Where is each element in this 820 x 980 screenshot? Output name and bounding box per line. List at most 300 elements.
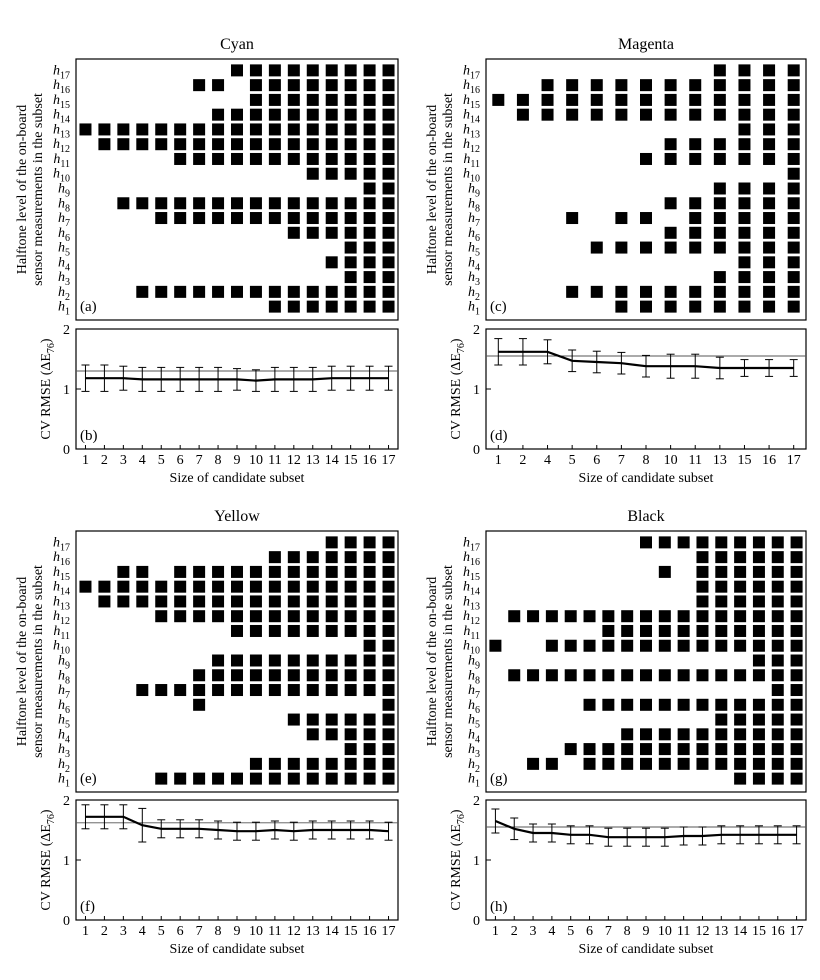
heatmap-cell [269, 138, 281, 150]
heatmap-cell [753, 581, 765, 593]
heatmap-cell [715, 581, 727, 593]
heatmap-cell [734, 595, 746, 607]
heatmap-cell [734, 773, 746, 785]
heatmap-cell [364, 301, 376, 313]
heatmap-cell [678, 610, 690, 622]
heatmap-cell [383, 699, 395, 711]
heatmap-cell [383, 227, 395, 239]
heatmap-cell [155, 610, 167, 622]
heatmap-cell [231, 123, 243, 135]
heatmap-cell [714, 109, 726, 121]
heatmap-cell [364, 286, 376, 298]
heatmap-cell [678, 758, 690, 770]
heatmap-cell [615, 212, 627, 224]
heatmap-cell [527, 669, 539, 681]
heatmap-cell [345, 242, 357, 254]
heatmap-cell [508, 669, 520, 681]
heatmap-cell [602, 640, 614, 652]
heatmap-cell [288, 197, 300, 209]
heatmap-cell [791, 595, 803, 607]
x-tick-label: 1 [81, 924, 89, 939]
heatmap-cell [383, 153, 395, 165]
heatmap-cell [659, 536, 671, 548]
heatmap-cell [665, 301, 677, 313]
heatmap-cell [364, 625, 376, 637]
heatmap-cell [345, 773, 357, 785]
heatmap-cell [155, 684, 167, 696]
heatmap-cell [326, 94, 338, 106]
heatmap-cell [665, 197, 677, 209]
heatmap-cell [345, 271, 357, 283]
heatmap-cell [288, 64, 300, 76]
y-tick-label: $h_3$ [468, 742, 480, 761]
x-tick-label: 2 [510, 924, 518, 939]
heatmap-cell [584, 758, 596, 770]
heatmap-cell [288, 301, 300, 313]
heatmap-cell [763, 212, 775, 224]
heatmap-cell [546, 758, 558, 770]
heatmap-cell [193, 699, 205, 711]
y-tick-label: $h_{11}$ [463, 151, 480, 170]
heatmap-cell [231, 595, 243, 607]
heatmap-cell [364, 168, 376, 180]
heatmap-cell [734, 625, 746, 637]
y-tick-label: $h_{13}$ [463, 594, 480, 613]
panel-title: Black [627, 508, 665, 525]
y-tick-label: $h_1$ [468, 299, 480, 318]
heatmap-cell [753, 714, 765, 726]
heatmap-cell [250, 94, 262, 106]
heatmap-cell [584, 743, 596, 755]
heatmap-cell [345, 153, 357, 165]
heatmap-cell [174, 286, 186, 298]
heatmap-cell [696, 566, 708, 578]
heatmap-cell [288, 94, 300, 106]
heatmap-cell [231, 655, 243, 667]
heatmap-cell [364, 256, 376, 268]
heatmap-cell [788, 64, 800, 76]
heatmap-cell [689, 227, 701, 239]
heatmap-cell [345, 714, 357, 726]
heatmap-cell [696, 699, 708, 711]
heatmap-cell [307, 655, 319, 667]
heatmap-cell [98, 123, 110, 135]
y-tick-label: $h_{16}$ [463, 78, 480, 97]
heatmap-cell [345, 227, 357, 239]
heatmap-cell [772, 728, 784, 740]
heatmap-cell [269, 94, 281, 106]
heatmap-cell [269, 669, 281, 681]
heatmap-cell [364, 109, 376, 121]
heatmap-cell [326, 551, 338, 563]
y-tick-label: $h_8$ [58, 668, 70, 687]
heatmap-cell [326, 227, 338, 239]
heatmap-cell [546, 640, 558, 652]
heatmap-cell [193, 79, 205, 91]
heatmap-cell [288, 109, 300, 121]
heatmap-cell [326, 758, 338, 770]
heatmap-cell [565, 640, 577, 652]
heatmap-cell [383, 728, 395, 740]
heatmap-cell [591, 109, 603, 121]
x-tick-label: 6 [176, 924, 184, 939]
heatmap-cell [565, 669, 577, 681]
heatmap-cell [269, 286, 281, 298]
x-tick-label: 5 [568, 453, 576, 468]
heatmap-cell [326, 625, 338, 637]
heatmap-cell [763, 94, 775, 106]
heatmap-cell [738, 94, 750, 106]
heatmap-cell [269, 197, 281, 209]
heatmap-cell [665, 138, 677, 150]
heatmap-cell [763, 197, 775, 209]
heatmap-cell [738, 256, 750, 268]
heatmap-cell [734, 610, 746, 622]
heatmap-cell [383, 256, 395, 268]
heatmap-cell [136, 684, 148, 696]
heatmap-cell [621, 669, 633, 681]
heatmap-cell [307, 153, 319, 165]
heatmap-cell [212, 669, 224, 681]
heatmap-cell [542, 94, 554, 106]
heatmap-cell [307, 138, 319, 150]
heatmap-cell [714, 227, 726, 239]
heatmap-cell [788, 94, 800, 106]
heatmap-cell [212, 581, 224, 593]
y-tick-label: $h_{17}$ [53, 63, 70, 82]
heatmap-cell [753, 566, 765, 578]
heatmap-cell [791, 655, 803, 667]
heatmap-cell [193, 610, 205, 622]
heatmap-cell [714, 301, 726, 313]
heatmap-cell [715, 640, 727, 652]
x-tick-label: 4 [138, 924, 146, 939]
heatmap-cell [212, 595, 224, 607]
heatmap-cell [738, 301, 750, 313]
x-tick-label: 4 [544, 453, 552, 468]
heatmap-cell [250, 123, 262, 135]
heatmap-cell [269, 301, 281, 313]
heatmap-cell [250, 197, 262, 209]
heatmap-cell [269, 684, 281, 696]
x-tick-label: 11 [268, 453, 282, 468]
heatmap-cell [715, 536, 727, 548]
heatmap-cell [383, 714, 395, 726]
heatmap-cell [734, 758, 746, 770]
heatmap-cell [753, 610, 765, 622]
y-tick-label: $h_9$ [468, 653, 480, 672]
heatmap-cell [689, 153, 701, 165]
y-tick-label: $h_9$ [468, 181, 480, 200]
heatmap-cell [326, 286, 338, 298]
heatmap-cell [772, 699, 784, 711]
heatmap-cell [174, 773, 186, 785]
heatmap-cell [763, 242, 775, 254]
heatmap-cell [753, 728, 765, 740]
heatmap-cell [772, 773, 784, 785]
y-tick-label: $h_{12}$ [463, 609, 480, 628]
heatmap-cell [231, 153, 243, 165]
line-chart-y-label: CV RMSE $(\Delta E_{76})$ [449, 338, 467, 440]
heatmap-cell [269, 153, 281, 165]
heatmap-cell [250, 212, 262, 224]
y-tick-label: $h_7$ [58, 683, 70, 702]
heatmap-cell [364, 536, 376, 548]
heatmap-cell [584, 669, 596, 681]
x-tick-label: 14 [324, 453, 339, 468]
heatmap-cell [345, 197, 357, 209]
heatmap-cell [640, 728, 652, 740]
heatmap-cell [678, 625, 690, 637]
heatmap-cell [326, 728, 338, 740]
y-tick-label: $h_4$ [58, 727, 70, 746]
heatmap-cell [345, 256, 357, 268]
heatmap-cell [345, 595, 357, 607]
heatmap-cell [212, 79, 224, 91]
heatmap-cell [602, 758, 614, 770]
heatmap-cell [734, 714, 746, 726]
heatmap-cell [136, 197, 148, 209]
x-tick-label: 12 [286, 453, 301, 468]
heatmap-cell [665, 94, 677, 106]
heatmap-cell [665, 109, 677, 121]
heatmap-cell [250, 79, 262, 91]
heatmap-cell [364, 655, 376, 667]
heatmap-cell [269, 566, 281, 578]
heatmap-cell [288, 669, 300, 681]
heatmap-cell [307, 197, 319, 209]
heatmap-cell [517, 94, 529, 106]
heatmap-cell [307, 94, 319, 106]
heatmap-cell [269, 625, 281, 637]
heatmap-cell [696, 551, 708, 563]
heatmap-cell [193, 595, 205, 607]
heatmap-cell [364, 227, 376, 239]
x-tick-label: 4 [138, 453, 146, 468]
heatmap-cell [734, 536, 746, 548]
heatmap-cell [734, 640, 746, 652]
heatmap-cell [714, 138, 726, 150]
heatmap-cell [212, 684, 224, 696]
heatmap-cell [715, 595, 727, 607]
heatmap-cell [753, 625, 765, 637]
heatmap-cell [193, 286, 205, 298]
heatmap-cell [763, 256, 775, 268]
heatmap-cell [791, 610, 803, 622]
heatmap-cell [231, 625, 243, 637]
heatmap-cell [791, 536, 803, 548]
panel-label: (a) [80, 299, 97, 315]
heatmap-cell [734, 551, 746, 563]
heatmap-cell [615, 79, 627, 91]
y-tick-label: $h_{13}$ [53, 594, 70, 613]
heatmap-cell [714, 242, 726, 254]
heatmap-cell [788, 286, 800, 298]
x-tick-label: 5 [157, 924, 165, 939]
heatmap-cell [345, 536, 357, 548]
heatmap-cell [383, 168, 395, 180]
heatmap-cell [155, 138, 167, 150]
heatmap-cell [753, 669, 765, 681]
y-tick-label: $h_{14}$ [463, 579, 480, 598]
heatmap-cell [640, 286, 652, 298]
heatmap-cell [288, 566, 300, 578]
heatmap-cell [155, 595, 167, 607]
heatmap-cell [231, 64, 243, 76]
y-tick-label: $h_{14}$ [53, 579, 70, 598]
heatmap-cell [136, 123, 148, 135]
panel-magenta [425, 36, 806, 486]
heatmap-cell [788, 256, 800, 268]
heatmap-cell [212, 566, 224, 578]
heatmap-cell [763, 227, 775, 239]
heatmap-y-label-line2: sensor measurements in the subset [31, 93, 46, 286]
y-tick-label: $h_{13}$ [463, 122, 480, 141]
x-tick-label: 10 [657, 924, 672, 939]
heatmap-cell [383, 79, 395, 91]
heatmap-cell [269, 123, 281, 135]
heatmap-cell [621, 743, 633, 755]
heatmap-cell [753, 699, 765, 711]
y-tick-label: $h_{15}$ [463, 564, 480, 583]
heatmap-cell [621, 640, 633, 652]
heatmap-cell [640, 699, 652, 711]
heatmap-cell [763, 153, 775, 165]
x-tick-label: 7 [604, 924, 612, 939]
heatmap-cell [615, 109, 627, 121]
heatmap-cell [527, 758, 539, 770]
heatmap-cell [155, 123, 167, 135]
heatmap-cell [715, 728, 727, 740]
heatmap-cell [307, 79, 319, 91]
heatmap-cell [640, 153, 652, 165]
y-tick-label: $h_5$ [468, 712, 480, 731]
heatmap-cell [714, 94, 726, 106]
heatmap-cell [250, 109, 262, 121]
heatmap-cell [714, 183, 726, 195]
heatmap-cell [307, 595, 319, 607]
panel-title: Cyan [220, 36, 254, 53]
heatmap-cell [250, 64, 262, 76]
heatmap-cell [288, 551, 300, 563]
heatmap-cell [155, 212, 167, 224]
heatmap-cell [738, 271, 750, 283]
heatmap-cell [269, 655, 281, 667]
heatmap-cell [288, 212, 300, 224]
heatmap-cell [345, 743, 357, 755]
heatmap-cell [307, 610, 319, 622]
heatmap-cell [591, 242, 603, 254]
heatmap-cell [714, 212, 726, 224]
heatmap-cell [738, 242, 750, 254]
y-tick-label: 2 [473, 323, 480, 338]
heatmap-cell [79, 123, 91, 135]
y-tick-label: $h_3$ [468, 270, 480, 289]
heatmap-cell [307, 625, 319, 637]
heatmap-cell [640, 669, 652, 681]
y-tick-label: $h_{12}$ [463, 137, 480, 156]
panel-label: (d) [490, 428, 508, 444]
heatmap-cell [772, 595, 784, 607]
x-tick-label: 13 [305, 924, 320, 939]
heatmap-cell [788, 109, 800, 121]
heatmap-cell [791, 684, 803, 696]
heatmap-cell [696, 669, 708, 681]
heatmap-cell [288, 655, 300, 667]
heatmap-cell [250, 153, 262, 165]
y-tick-label: $h_{15}$ [53, 564, 70, 583]
heatmap-cell [136, 138, 148, 150]
heatmap-cell [615, 94, 627, 106]
x-tick-label: 17 [789, 924, 804, 939]
line-chart-y-label: CV RMSE $(\Delta E_{76})$ [39, 338, 57, 440]
heatmap-cell [753, 595, 765, 607]
heatmap-cell [763, 301, 775, 313]
heatmap-y-label-line1: Halftone level of the on-board [15, 576, 30, 747]
heatmap-cell [738, 197, 750, 209]
heatmap-cell [584, 610, 596, 622]
heatmap-cell [231, 286, 243, 298]
heatmap-cell [689, 212, 701, 224]
heatmap-cell [640, 640, 652, 652]
heatmap-cell [383, 197, 395, 209]
heatmap-cell [98, 138, 110, 150]
heatmap-cell [383, 64, 395, 76]
y-tick-label: $h_4$ [58, 255, 70, 274]
heatmap-cell [250, 669, 262, 681]
y-tick-label: $h_7$ [468, 211, 480, 230]
heatmap-cell [738, 79, 750, 91]
heatmap-cell [678, 699, 690, 711]
x-tick-label: 2 [100, 453, 108, 468]
heatmap-cell [791, 773, 803, 785]
y-tick-label: $h_2$ [468, 284, 480, 303]
heatmap-cell [640, 212, 652, 224]
heatmap-cell [788, 227, 800, 239]
heatmap-cell [364, 197, 376, 209]
y-tick-label: $h_8$ [468, 196, 480, 215]
heatmap-cell [615, 301, 627, 313]
heatmap-cell [659, 625, 671, 637]
heatmap-cell [326, 109, 338, 121]
heatmap-cell [615, 242, 627, 254]
heatmap-cell [345, 625, 357, 637]
heatmap-cell [364, 595, 376, 607]
heatmap-cell [174, 595, 186, 607]
y-tick-label: $h_{10}$ [463, 638, 480, 657]
x-tick-label: 7 [195, 453, 203, 468]
heatmap-cell [364, 773, 376, 785]
heatmap-cell [640, 301, 652, 313]
y-tick-label: $h_{14}$ [53, 107, 70, 126]
x-tick-label: 12 [695, 924, 710, 939]
heatmap-cell [678, 640, 690, 652]
heatmap-cell [383, 271, 395, 283]
heatmap-cell [738, 138, 750, 150]
heatmap-cell [566, 109, 578, 121]
heatmap-cell [307, 286, 319, 298]
heatmap-cell [288, 625, 300, 637]
heatmap-cell [383, 625, 395, 637]
heatmap-cell [383, 109, 395, 121]
y-tick-label: $h_5$ [58, 712, 70, 731]
heatmap-cell [231, 669, 243, 681]
heatmap-cell [193, 773, 205, 785]
y-tick-label: $h_{11}$ [53, 151, 70, 170]
heatmap-cell [250, 581, 262, 593]
heatmap-cell [772, 610, 784, 622]
heatmap-cell [715, 566, 727, 578]
